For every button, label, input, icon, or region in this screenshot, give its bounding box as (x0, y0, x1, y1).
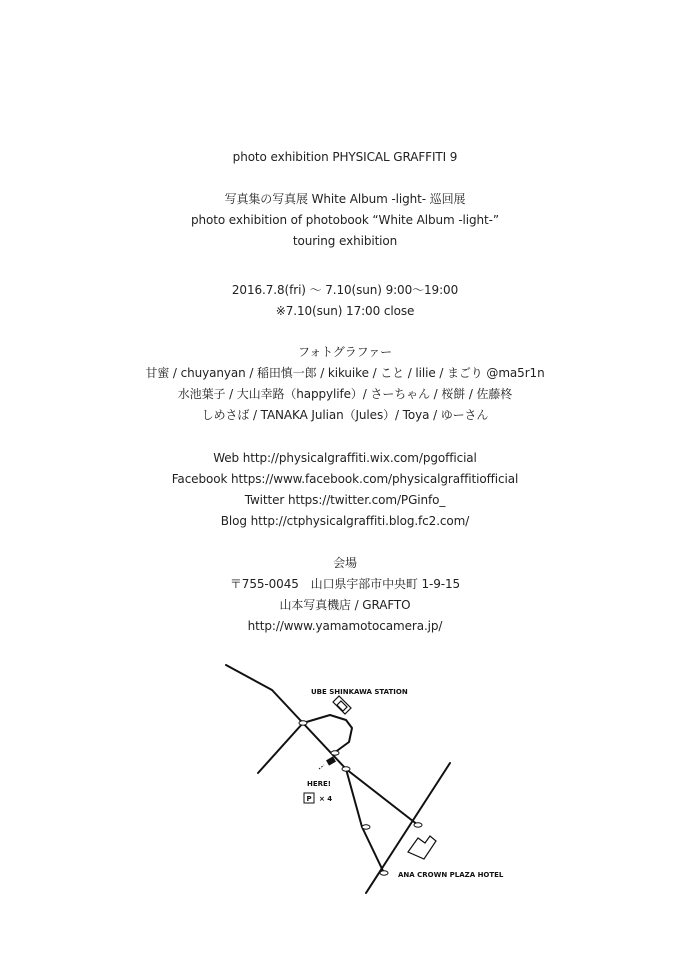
photographers-line-3: しめさば / TANAKA Julian（Jules）/ Toya / ゆーさん (201, 408, 489, 422)
map-crossing (331, 751, 339, 755)
link-facebook: Facebook https://www.facebook.com/physicalgraffitiofficial (171, 472, 519, 486)
map-road-west (258, 723, 303, 773)
photographers-heading: フォトグラファー (297, 345, 393, 359)
photographers-line-2: 水池葉子 / 大山幸路（happylife）/ さーちゃん / 桜餅 / 佐藤柊 (177, 387, 513, 401)
closing-note: ※7.10(sun) 17:00 close (275, 304, 415, 318)
exhibition-dates: 2016.7.8(fri) 〜 7.10(sun) 9:00〜19:00 (231, 283, 459, 297)
map-crossing (362, 825, 370, 829)
title-japanese: 写真集の写真展 White Album -light- 巡回展 (224, 192, 466, 206)
map-road-east (346, 769, 418, 825)
parking-count: × 4 (319, 795, 333, 803)
series-title: photo exhibition PHYSICAL GRAFFITI 9 (232, 150, 458, 164)
map-road-northwest (226, 665, 384, 873)
station-building-icon (333, 696, 351, 714)
map-crossing (342, 767, 350, 771)
parking-symbol: P (306, 795, 312, 803)
map-crossing (414, 823, 422, 827)
title-english-1: photo exhibition of photobook “White Album -light-” (190, 213, 499, 227)
title-english-2: touring exhibition (292, 234, 398, 248)
link-web: Web http://physicalgraffiti.wix.com/pgofficial (213, 451, 477, 465)
venue-heading: 会場 (333, 556, 357, 570)
here-marker-icon (319, 756, 336, 769)
map-road-station-loop (303, 715, 352, 753)
link-twitter: Twitter https://twitter.com/PGinfo_ (244, 493, 446, 507)
link-blog: Blog http://ctphysicalgraffiti.blog.fc2.com/ (220, 514, 470, 528)
station-label: UBE SHINKAWA STATION (311, 688, 408, 696)
venue-name: 山本写真機店 / GRAFTO (279, 598, 411, 612)
photographers-line-1: 甘蜜 / chuyanyan / 稲田慎一郎 / kikuike / こと / lilie / まごり @ma5r1n (145, 366, 545, 380)
hotel-building-icon (408, 836, 436, 859)
map-crossing (299, 721, 307, 725)
map-crossing (380, 871, 388, 875)
venue-url: http://www.yamamotocamera.jp/ (247, 619, 443, 633)
hotel-label: ANA CROWN PLAZA HOTEL (398, 871, 504, 879)
venue-address: 〒755-0045 山口県宇部市中央町 1-9-15 (229, 577, 461, 591)
here-label: HERE! (307, 780, 332, 788)
